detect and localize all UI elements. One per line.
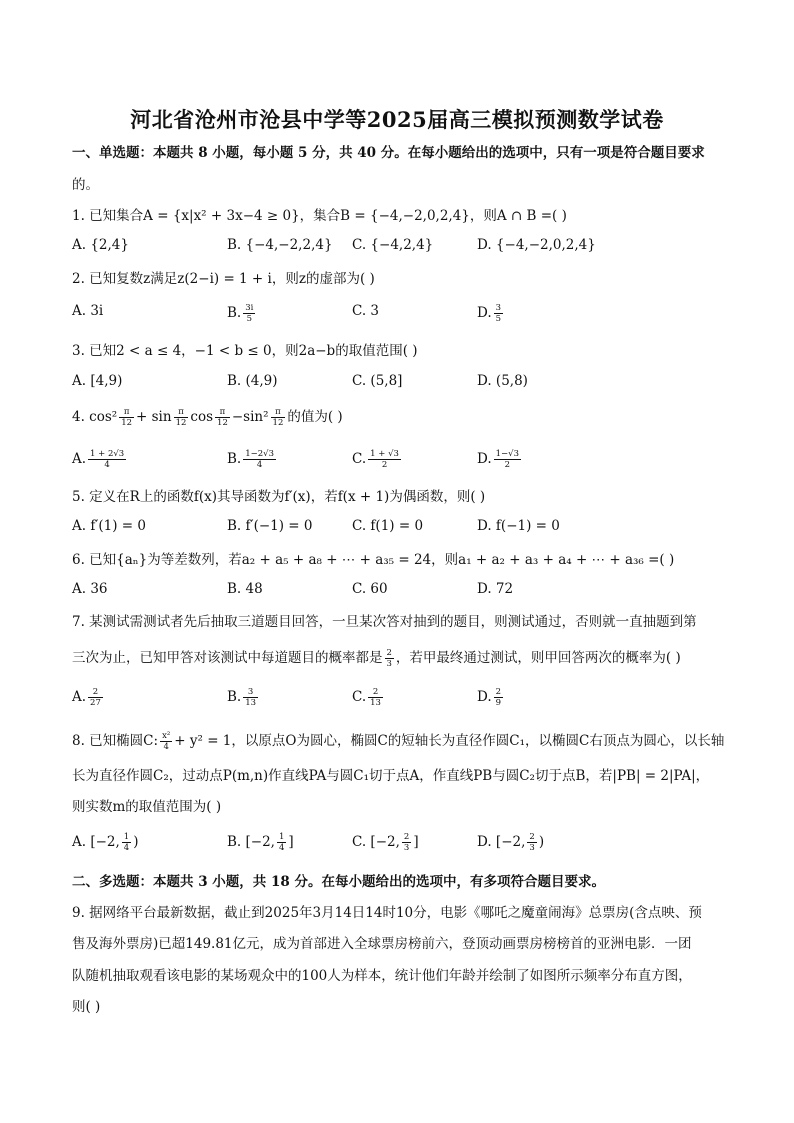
- q4-option-b: [227, 449, 278, 470]
- q2-options: [72, 303, 732, 325]
- exam-title: 河北省沧州市沧县中学等2025届高三模拟预测数学试卷: [130, 107, 664, 132]
- q9-line3: 队随机抽取观看该电影的某场观众中的100人为样本，统计他们年龄并绘制了如图所示频率分布直方图，: [72, 968, 692, 984]
- pi-over-12-fraction: [119, 407, 134, 428]
- fraction-numerator: π: [119, 407, 134, 418]
- q7-stem-part: ，若甲最终通过测试，则甲回答两次的概率为( ): [395, 650, 681, 666]
- fraction-numerator: 2: [368, 687, 383, 698]
- q7-option-label: B.: [227, 689, 242, 705]
- q2-option-b-label: B.: [227, 305, 242, 321]
- q8-stem-part: + y² = 1，以原点O为圆心，椭圆C的短轴长为直径作圆C₁，以椭圆C右顶点为圆心，以长轴: [174, 733, 725, 749]
- q5-option-b: B. f′(−1) = 0: [227, 518, 313, 534]
- fraction-denominator: 12: [175, 418, 187, 428]
- q7-option-fraction: [494, 687, 503, 708]
- q4-stem: [72, 407, 343, 428]
- interval-closer: ]: [413, 834, 419, 850]
- fraction-denominator: 5: [246, 314, 252, 324]
- pi-over-12-fraction: [174, 407, 189, 428]
- fraction-denominator: 3: [386, 659, 392, 669]
- q8-stem-part: 8. 已知椭圆C:: [72, 733, 159, 749]
- q4-option-fraction: [243, 449, 276, 470]
- q9-line4: 则( ): [72, 999, 101, 1015]
- fraction-denominator: 2: [381, 460, 388, 470]
- q8-option-label: C. [−2,: [352, 834, 400, 850]
- q3-stem: 3. 已知2 < a ≤ 4，−1 < b ≤ 0，则2a−b的取值范围( ): [72, 343, 418, 359]
- q9-line2: 售及海外票房)已超149.81亿元，成为首部进入全球票房榜前六，登顶动画票房榜榜首的亚洲电影．一团: [72, 936, 692, 952]
- fraction-denominator: 4: [104, 460, 110, 470]
- section1-header-cont: 的。: [72, 177, 99, 193]
- q1-stem: 1. 已知集合A = {x|x² + 3x−4 ≥ 0}，集合B = {−4,−2,0,2,4}，则A ∩ B =( ): [72, 208, 567, 224]
- fraction-numerator: 2: [529, 832, 535, 842]
- q6-option-d: D. 72: [477, 581, 514, 597]
- fraction-numerator: 2: [386, 648, 392, 658]
- q4-option-fraction: [494, 449, 521, 470]
- q4-option-d: [477, 449, 523, 470]
- q1-option-d: D. {−4,−2,0,2,4}: [477, 237, 596, 253]
- q4-option-label: B.: [227, 451, 242, 467]
- fraction-numerator: 2: [403, 832, 410, 842]
- q2-option-b: [227, 303, 257, 324]
- q2-option-c: C. 3: [352, 303, 380, 319]
- q8-option-c: [352, 832, 419, 853]
- q7-option-c: [352, 687, 385, 708]
- q8-option-fraction: [122, 832, 131, 853]
- q3-options: [72, 373, 732, 395]
- q8-ellipse-fraction: [160, 731, 172, 752]
- q4-stem-part: 的值为( ): [287, 409, 343, 425]
- q8-stem-line1: [72, 731, 724, 752]
- fraction-numerator: x²: [162, 731, 171, 741]
- section1-header: 一、单选题：本题共 8 小题，每小题 5 分，共 40 分。在每小题给出的选项中，只有一项是符合题目要求: [72, 145, 705, 161]
- q1-option-c: C. {−4,2,4}: [352, 237, 434, 253]
- q7-option-b: [227, 687, 260, 708]
- fraction-numerator: 3: [243, 687, 258, 698]
- fraction-denominator: 12: [121, 418, 133, 428]
- q7-option-label: D.: [477, 689, 492, 705]
- pi-over-12-fraction: [271, 407, 286, 428]
- q3-option-b: B. (4,9): [227, 373, 278, 389]
- q4-stem-part: 4. cos²: [72, 409, 118, 425]
- interval-closer: ]: [288, 834, 294, 850]
- fraction-denominator: 13: [370, 698, 381, 708]
- fraction-denominator: 3: [403, 843, 410, 853]
- q7-option-fraction: [368, 687, 383, 708]
- fraction-numerator: 1 + 2√3: [90, 449, 125, 459]
- fraction-numerator: 1: [123, 832, 130, 842]
- q4-stem-part: −sin²: [231, 409, 269, 425]
- q4-option-fraction: [368, 449, 401, 470]
- fraction-denominator: 5: [495, 314, 502, 324]
- q8-option-a: [72, 832, 139, 853]
- q7-options: [72, 687, 732, 709]
- q2-stem: 2. 已知复数z满足z(2−i) = 1 + i，则z的虚部为( ): [72, 271, 375, 287]
- q8-option-label: A. [−2,: [72, 834, 120, 850]
- q8-option-b: [227, 832, 294, 853]
- q4-option-label: D.: [477, 451, 492, 467]
- q7-option-d: [477, 687, 505, 708]
- q7-stem-line2: [72, 648, 681, 669]
- fraction-numerator: π: [215, 407, 230, 418]
- q7-option-a: [72, 687, 105, 708]
- fraction-numerator: 2: [88, 687, 103, 698]
- fraction-denominator: 3: [529, 843, 535, 853]
- fraction-numerator: 1−√3: [495, 449, 519, 459]
- fraction-denominator: 9: [495, 698, 502, 708]
- q5-option-d: D. f(−1) = 0: [477, 518, 560, 534]
- interval-closer: ): [133, 834, 139, 850]
- q5-option-c: C. f(1) = 0: [352, 518, 424, 534]
- q6-stem: 6. 已知{aₙ}为等差数列，若a₂ + a₅ + a₈ + ⋯ + a₃₅ = 24，则a₁ + a₂ + a₃ + a₄ + ⋯ + a₃₆ =( ): [72, 552, 675, 568]
- fraction-numerator: 1 + √3: [370, 449, 399, 459]
- q8-option-fraction: [277, 832, 286, 853]
- fraction-numerator: 3: [495, 303, 502, 313]
- interval-closer: ): [538, 834, 545, 850]
- q3-option-a: A. [4,9): [72, 373, 123, 389]
- fraction-numerator: 2: [495, 687, 502, 697]
- q2-option-d-fraction: [494, 303, 503, 324]
- q7-option-label: A.: [72, 689, 87, 705]
- q4-stem-part: + sin: [136, 409, 172, 425]
- q4-option-label: C.: [352, 451, 367, 467]
- q7-option-fraction: [243, 687, 258, 708]
- q7-stem-line1: 7. 某测试需测试者先后抽取三道题目回答，一旦某次答对抽到的题目，则测试通过，否则就一直抽题到第: [72, 614, 697, 630]
- q8-option-label: D. [−2,: [477, 834, 526, 850]
- q7-option-label: C.: [352, 689, 367, 705]
- q4-options: [72, 449, 732, 471]
- section2-header: 二、多选题：本题共 3 小题，共 18 分。在每小题给出的选项中，有多项符合题目要求。: [72, 874, 605, 890]
- q3-option-c: C. (5,8]: [352, 373, 403, 389]
- fraction-denominator: 12: [272, 418, 284, 428]
- fraction-denominator: 4: [123, 843, 130, 853]
- q6-options: [72, 581, 732, 603]
- q1-option-a: A. {2,4}: [72, 237, 129, 253]
- fraction-denominator: 12: [217, 418, 228, 428]
- q4-option-fraction: [88, 449, 126, 470]
- fraction-numerator: 1: [278, 832, 285, 842]
- fraction-numerator: π: [271, 407, 286, 418]
- pi-over-12-fraction: [215, 407, 230, 428]
- q1-options: [72, 237, 732, 259]
- fraction-denominator: 2: [504, 460, 511, 470]
- q7-probability-fraction: [385, 648, 394, 669]
- q2-option-d-label: D.: [477, 305, 492, 321]
- q2-option-a: A. 3i: [72, 303, 104, 319]
- fraction-numerator: π: [174, 407, 189, 418]
- q9-line1: 9. 据网络平台最新数据，截止到2025年3月14日14时10分，电影《哪吒之魔童闹海》总票房(含点映、预: [72, 905, 702, 921]
- fraction-numerator: 1−2√3: [245, 449, 274, 459]
- fraction-denominator: 13: [245, 698, 257, 708]
- q6-option-c: C. 60: [352, 581, 388, 597]
- q5-option-a: A. f′(1) = 0: [72, 518, 146, 534]
- fraction-denominator: 4: [256, 460, 263, 470]
- q8-option-d: [477, 832, 544, 853]
- q8-option-label: B. [−2,: [227, 834, 275, 850]
- q6-option-b: B. 48: [227, 581, 263, 597]
- q8-options: [72, 832, 732, 854]
- q6-option-a: A. 36: [72, 581, 108, 597]
- fraction-numerator: 3i: [245, 303, 254, 313]
- fraction-denominator: 27: [90, 698, 101, 708]
- q4-option-a: [72, 449, 128, 470]
- fraction-denominator: 4: [278, 843, 285, 853]
- q5-options: [72, 518, 732, 540]
- q2-option-b-fraction: [243, 303, 255, 324]
- q2-option-d: [477, 303, 505, 324]
- q7-option-fraction: [88, 687, 103, 708]
- q7-stem-part: 三次为止，已知甲答对该测试中每道题目的概率都是: [72, 650, 383, 666]
- q4-stem-part: cos: [190, 409, 214, 425]
- fraction-denominator: 4: [163, 742, 169, 752]
- q8-option-fraction: [527, 832, 536, 853]
- q4-option-c: [352, 449, 403, 470]
- q4-option-label: A.: [72, 451, 87, 467]
- q8-stem-line2: 长为直径作圆C₂，过动点P(m,n)作直线PA与圆C₁切于点A，作直线PB与圆C₂切于点B，若|PB| = 2|PA|，: [72, 768, 710, 784]
- q8-stem-line3: 则实数m的取值范围为( ): [72, 799, 222, 815]
- q5-stem: 5. 定义在R上的函数f(x)其导函数为f′(x)，若f(x + 1)为偶函数，则( ): [72, 489, 486, 505]
- q1-option-b: B. {−4,−2,2,4}: [227, 237, 333, 253]
- q3-option-d: D. (5,8): [477, 373, 528, 389]
- q8-option-fraction: [402, 832, 411, 853]
